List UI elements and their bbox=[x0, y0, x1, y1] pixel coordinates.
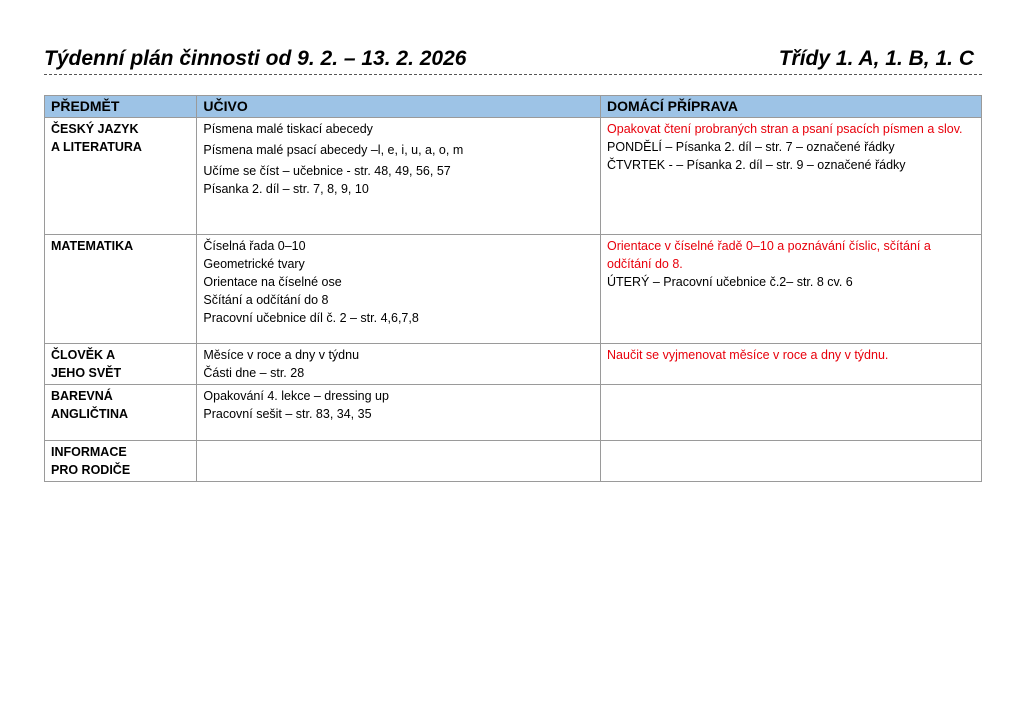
content-cell bbox=[197, 441, 601, 482]
subject-line: JEHO SVĚT bbox=[51, 366, 122, 380]
column-header-homework: DOMÁCÍ PŘÍPRAVA bbox=[601, 96, 982, 118]
content-line: Měsíce v roce a dny v týdnu bbox=[203, 348, 360, 362]
content-line: Písmena malé tiskací abecedy bbox=[203, 122, 373, 136]
table-row bbox=[45, 385, 982, 441]
table-header-row bbox=[45, 96, 982, 118]
homework-highlight: Opakovat čtení probraných stran a psaní psacích písmen a slov. bbox=[607, 122, 963, 136]
subject-cell bbox=[45, 118, 197, 235]
homework-line: ÚTERÝ – Pracovní učebnice č.2– str. 8 cv. 6 bbox=[607, 275, 853, 289]
subject-line: PRO RODIČE bbox=[51, 463, 131, 477]
homework-line: PONDĚLÍ – Písanka 2. díl – str. 7 – označené řádky bbox=[607, 140, 895, 154]
homework-highlight: Naučit se vyjmenovat měsíce v roce a dny v týdnu. bbox=[607, 348, 889, 362]
homework-highlight: Orientace v číselné řadě 0–10 a poznávání číslic, sčítání a odčítání do 8. bbox=[607, 239, 931, 271]
classes-title: Třídy 1. A, 1. B, 1. C bbox=[778, 47, 974, 70]
content-line: Orientace na číselné ose bbox=[203, 275, 342, 289]
content-cell bbox=[197, 344, 601, 385]
table-row bbox=[45, 118, 982, 235]
column-header-content: UČIVO bbox=[197, 96, 601, 118]
homework-cell bbox=[601, 385, 982, 441]
subject-line: ČESKÝ JAZYK bbox=[51, 122, 139, 136]
subject-line: ČLOVĚK A bbox=[51, 348, 116, 362]
column-header-subject: PŘEDMĚT bbox=[45, 96, 197, 118]
content-line: Opakování 4. lekce – dressing up bbox=[203, 389, 389, 403]
weekly-plan-table bbox=[44, 95, 982, 482]
content-cell bbox=[197, 118, 601, 235]
content-line: Pracovní učebnice díl č. 2 – str. 4,6,7,8 bbox=[203, 311, 419, 325]
content-line: Geometrické tvary bbox=[203, 257, 305, 271]
header bbox=[44, 46, 982, 75]
content-line: Části dne – str. 28 bbox=[203, 366, 305, 380]
table-row bbox=[45, 235, 982, 344]
homework-cell bbox=[601, 235, 982, 344]
content-line: Písanka 2. díl – str. 7, 8, 9, 10 bbox=[203, 182, 369, 196]
subject-line: MATEMATIKA bbox=[51, 239, 134, 253]
table-row bbox=[45, 441, 982, 482]
plan-title: Týdenní plán činnosti od 9. 2. – 13. 2. 2026 bbox=[44, 47, 467, 70]
homework-line: ČTVRTEK - – Písanka 2. díl – str. 9 – označené řádky bbox=[607, 158, 906, 172]
content-line: Písmena malé psací abecedy –l, e, i, u, a, o, m bbox=[203, 143, 464, 157]
content-line: Pracovní sešit – str. 83, 34, 35 bbox=[203, 407, 372, 421]
content-line: Číselná řada 0–10 bbox=[203, 239, 306, 253]
homework-cell bbox=[601, 118, 982, 235]
content-cell bbox=[197, 385, 601, 441]
content-line: Sčítání a odčítání do 8 bbox=[203, 293, 329, 307]
subject-line: INFORMACE bbox=[51, 445, 127, 459]
subject-line: A LITERATURA bbox=[51, 140, 142, 154]
content-line: Učíme se číst – učebnice - str. 48, 49, 56, 57 bbox=[203, 164, 451, 178]
subject-cell bbox=[45, 441, 197, 482]
homework-cell bbox=[601, 344, 982, 385]
subject-cell bbox=[45, 235, 197, 344]
table-row bbox=[45, 344, 982, 385]
subject-cell bbox=[45, 344, 197, 385]
homework-cell bbox=[601, 441, 982, 482]
content-cell bbox=[197, 235, 601, 344]
subject-cell bbox=[45, 385, 197, 441]
subject-line: BAREVNÁ ANGLIČTINA bbox=[51, 389, 129, 421]
